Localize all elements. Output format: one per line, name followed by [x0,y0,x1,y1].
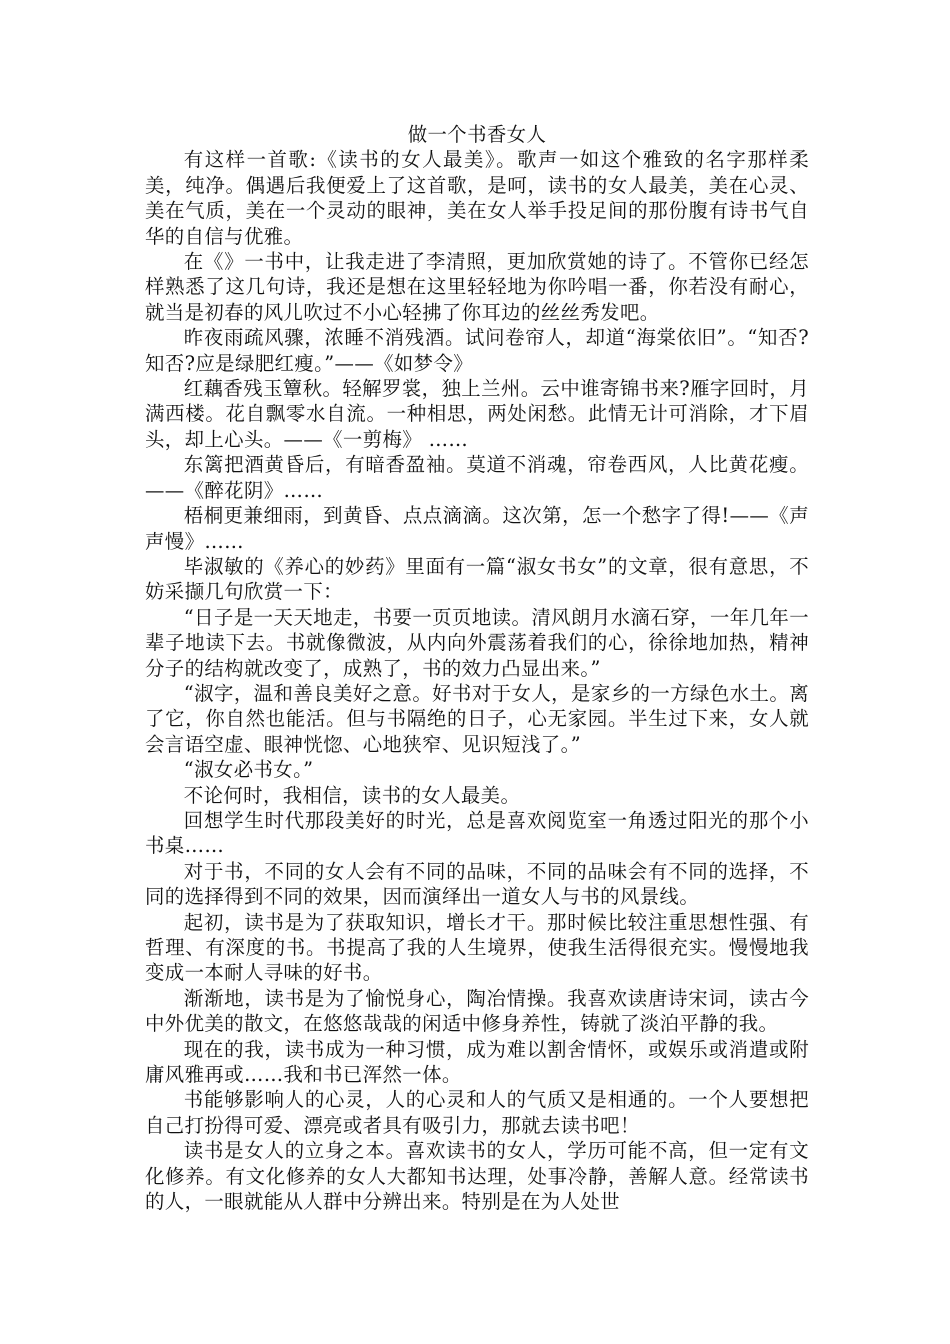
paragraph: 东篱把酒黄昏后，有暗香盈袖。莫道不消魂，帘卷西风，人比黄花瘦。——《醉花阴》…… [145,453,809,502]
paragraph: “淑女必书女。” [183,758,314,782]
document-page [145,122,809,1214]
paragraph: 起初，读书是为了获取知识，增长才干。那时候比较注重思想性强、有哲理、有深度的书。书提高了我的人生境界，使我生活得很充实。慢慢地我变成一本耐人寻味的好书。 [145,910,809,985]
paragraph: 昨夜雨疏风骤，浓睡不消残酒。试问卷帘人，却道“海棠依旧”。“知否?知否?应是绿肥红瘦。”——《如梦令》 [145,326,809,375]
paragraph: 现在的我，读书成为一种习惯，成为难以割舍情怀，或娱乐或消遣或附庸风雅再或……我和书已浑然一体。 [145,1037,809,1087]
paragraph: 不论何时，我相信，读书的女人最美。 [183,783,521,807]
paragraph: 回想学生时代那段美好的时光，总是喜欢阅览室一角透过阳光的那个小书桌…… [145,808,809,858]
paragraph: 渐渐地，读书是为了愉悦身心，陶冶情操。我喜欢读唐诗宋词，读古今中外优美的散文，在悠悠哉哉的闲适中修身养性，铸就了淡泊平静的我。 [145,986,809,1036]
paragraph: 毕淑敏的《养心的妙药》里面有一篇“淑女书女”的文章，很有意思，不妨采撷几句欣赏一下： [145,554,809,604]
paragraph: “淑字，温和善良美好之意。好书对于女人，是家乡的一方绿色水土。离了它，你自然也能活。但与书隔绝的日子，心无家园。半生过下来，女人就会言语空虚、眼神恍惚、心地狭窄、见识短浅了。” [145,681,809,756]
paragraph: “日子是一天天地走，书要一页页地读。清风朗月水滴石穿，一年几年一辈子地读下去。书就像微波，从内向外震荡着我们的心，徐徐地加热，精神分子的结构就改变了，成熟了，书的效力凸显出来。” [145,605,809,680]
paragraph: 书能够影响人的心灵，人的心灵和人的气质又是相通的。一个人要想把自己打扮得可爱、漂亮或者具有吸引力，那就去读书吧！ [145,1088,809,1137]
paragraph: 梧桐更兼细雨，到黄昏、点点滴滴。这次第，怎一个愁字了得!——《声声慢》…… [145,504,809,553]
paragraph: 有这样一首歌:《读书的女人最美》。歌声一如这个雅致的名字那样柔美，纯净。偶遇后我便爱上了这首歌，是呵，读书的女人最美，美在心灵、美在气质，美在一个灵动的眼神，美在女人举手投足间的那份腹有诗书气自华的自信与优雅。 [145,148,809,248]
paragraph: 对于书，不同的女人会有不同的品味，不同的品味会有不同的选择，不同的选择得到不同的效果，因而演绎出一道女人与书的风景线。 [145,859,809,909]
document-title: 做一个书香女人 [407,123,547,146]
paragraph: 在《》一书中，让我走进了李清照，更加欣赏她的诗了。不管你已经怎样熟悉了这几句诗，我还是想在这里轻轻地为你吟唱一番，你若没有耐心，就当是初春的风儿吹过不小心轻拂了你耳边的丝丝秀发吧。 [145,250,809,324]
paragraph: 红藕香残玉簟秋。轻解罗裳，独上兰州。云中谁寄锦书来?雁字回时，月满西楼。花自飘零水自流。一种相思，两处闲愁。此情无计可消除，才下眉头，却上心头。——《一剪梅》 …… [145,377,809,451]
paragraph: 读书是女人的立身之本。喜欢读书的女人，学历可能不高，但一定有文化修养。有文化修养的女人大都知书达理，处事冷静，善解人意。经常读书的人，一眼就能从人群中分辨出来。特别是在为人处世 [145,1139,809,1214]
